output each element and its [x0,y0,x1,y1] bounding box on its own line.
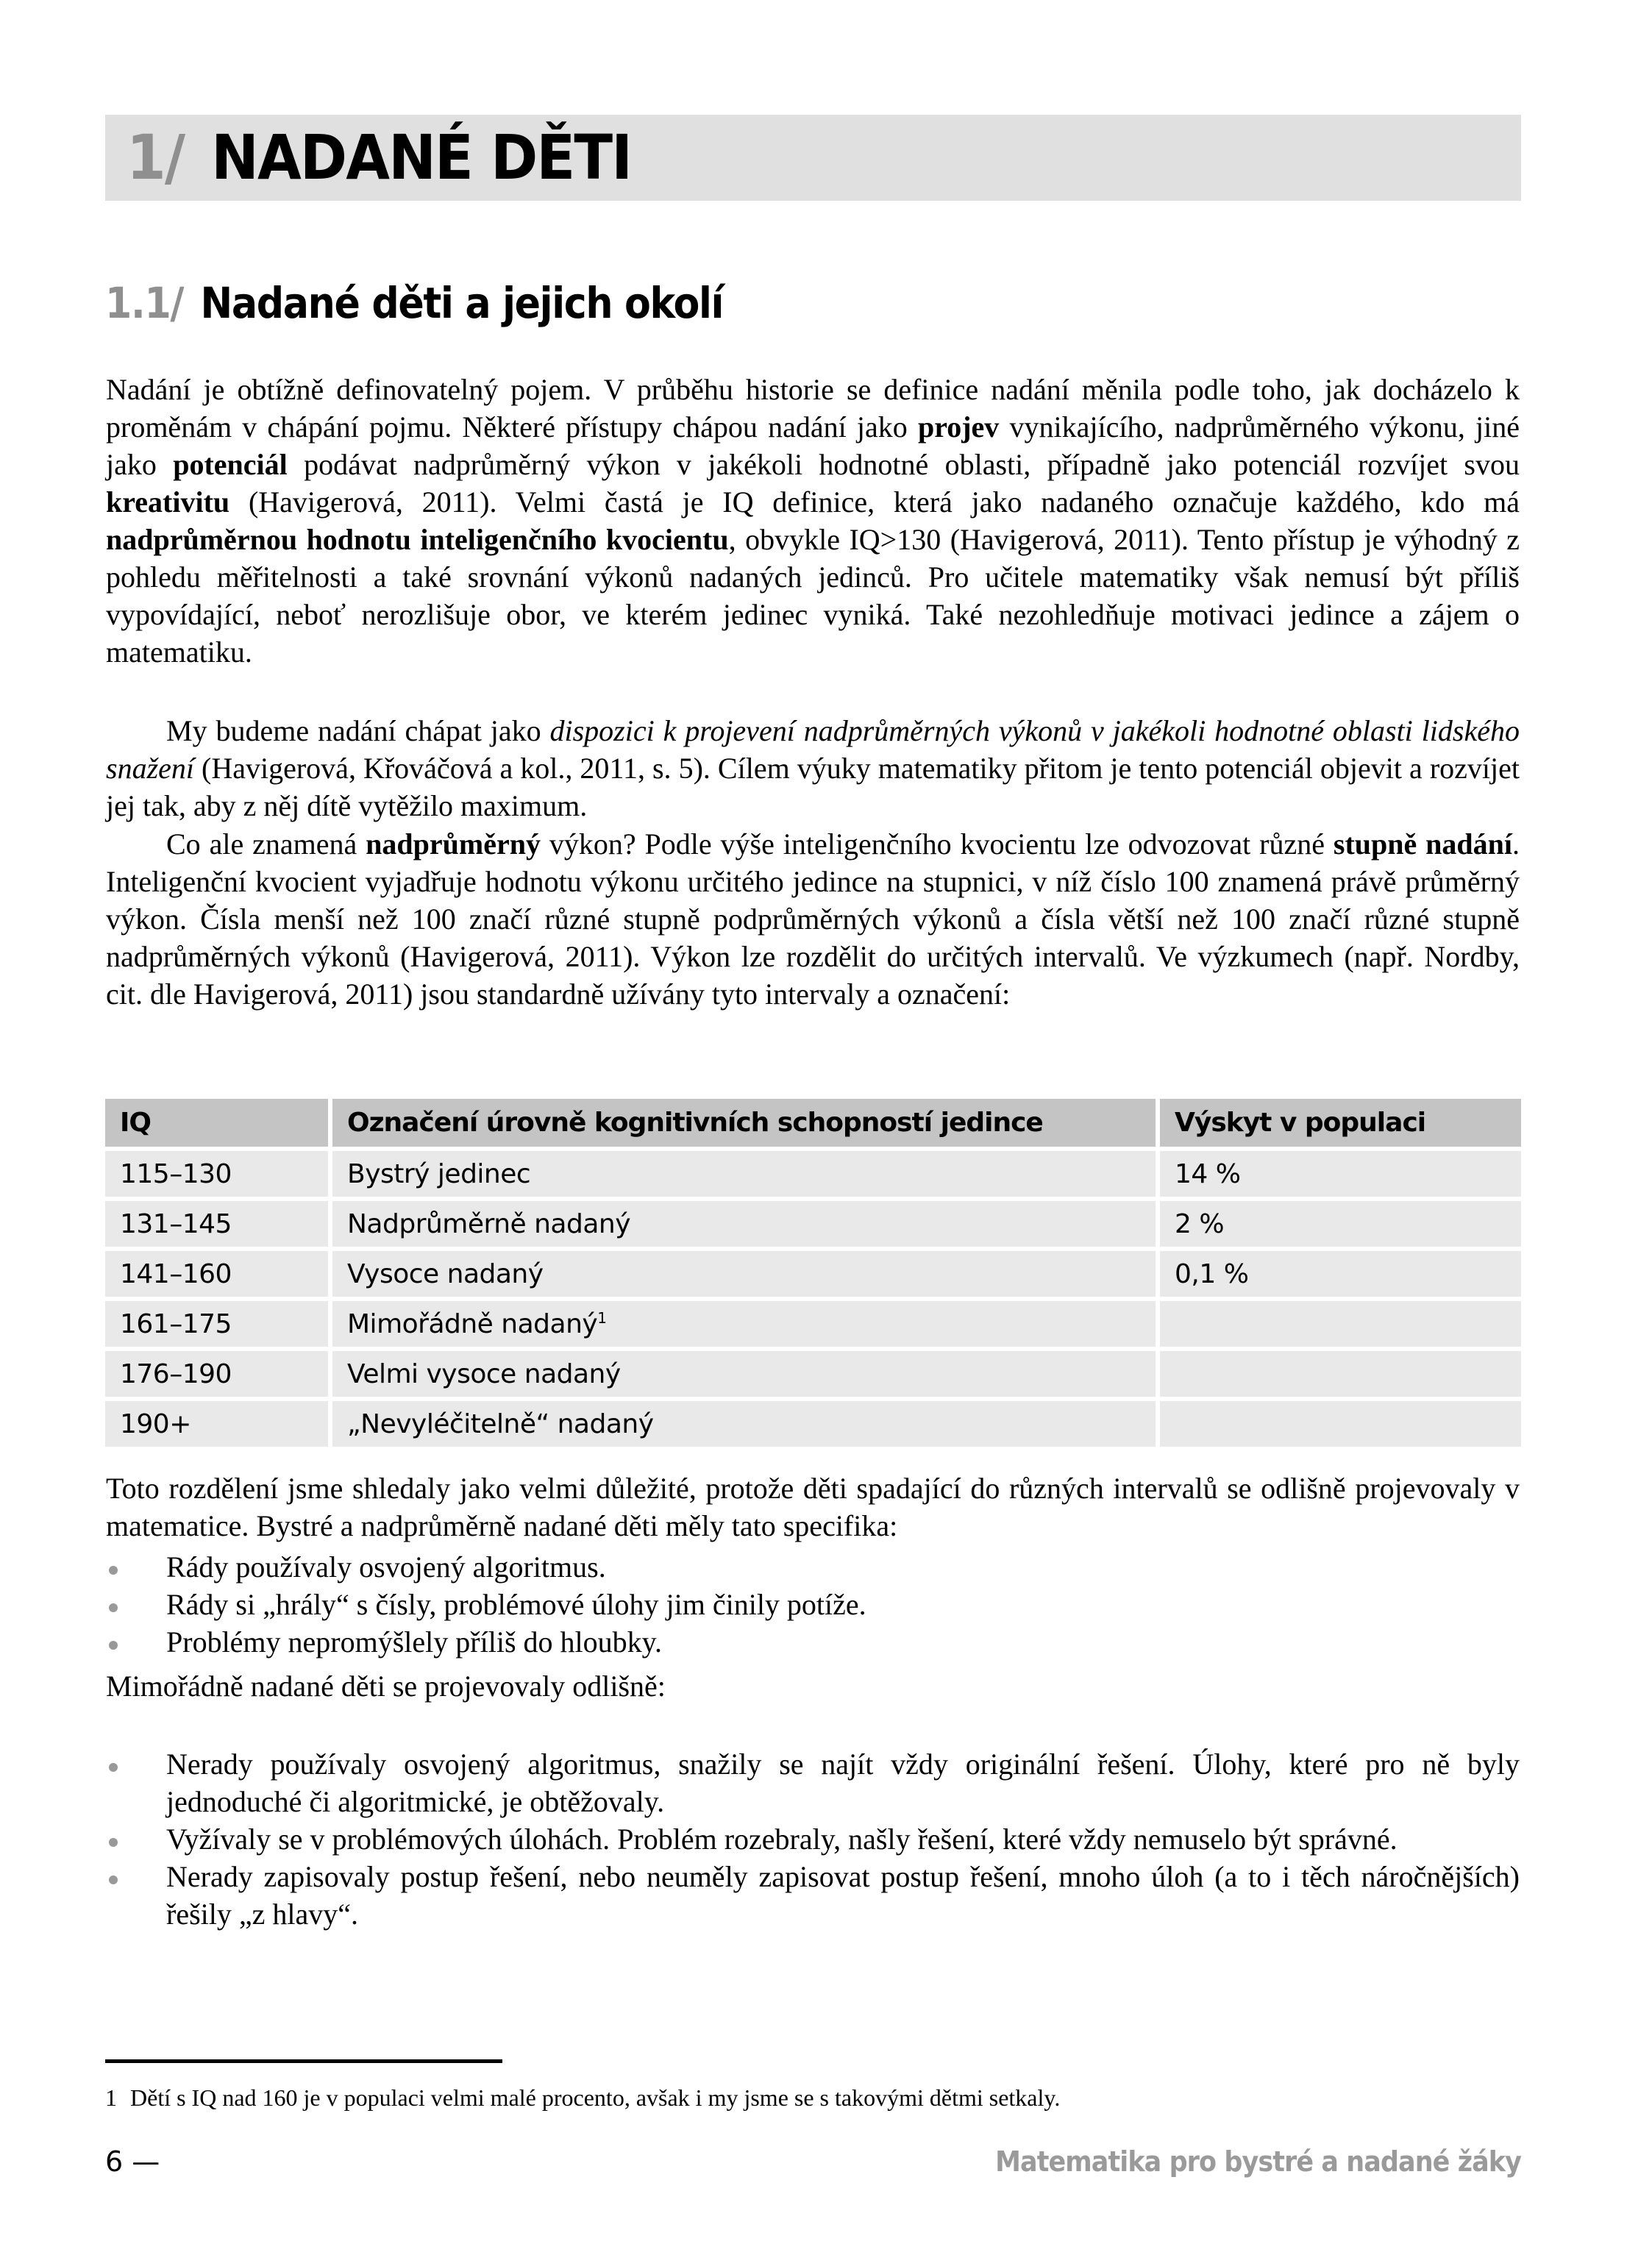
text-run: podávat nadprůměrný výkon v jakékoli hodnotné oblasti, případně jako potenciál rozvíjet svou [287,448,1520,481]
cell-label [332,1401,1160,1451]
chapter-title: NADANÉ DĚTI [211,121,632,193]
column-header-iq: IQ [105,1099,332,1151]
cell-label [332,1301,1160,1351]
text-run: vynikajícího, nadprůměrného výkonu, jiné jako [106,410,1520,481]
cell-occurrence: 0,1 % [1160,1251,1521,1301]
paragraph-iq-levels [106,825,1520,1013]
cell-label [332,1201,1160,1251]
list-item-text: Rády si „hrály“ s čísly, problémové úlohy jim činily potíže. [166,1588,866,1621]
list-item-text: Rády používaly osvojený algoritmus. [166,1550,606,1584]
paragraph-classification-importance [106,1470,1520,1545]
bold-term: projev [917,410,1000,443]
cell-iq: 131–145 [105,1201,332,1251]
cell-occurrence [1160,1351,1521,1401]
cell-label [332,1251,1160,1301]
text-run: , obvykle IQ>130 (Havigerová, 2011). Tento přístup je výhodný z pohledu měřitelnosti a také srovnání výkonů nadaných jedinců. Pro učitele matematiky však nemusí být příliš vypovídající, neboť nerozlišuje obor, ve kterém jedinec vyniká. Také nezohledňuje motivaci jedince a zájem o matematiku. [106,523,1520,669]
list-item [106,1586,1520,1623]
list-item [106,1548,1520,1586]
cell-iq: 115–130 [105,1151,332,1201]
bold-term: nadprůměrný [366,827,541,861]
paragraph-text: Mimořádně nadané děti se projevovaly odlišně: [106,1670,666,1703]
table-row [105,1201,1521,1251]
text-run: Nadání je obtížně definovatelný pojem. V průběhu historie se definice nadání měnila podle toho, jak docházelo k proměnám v chápání pojmu. Některé přístupy chápou nadání jako [106,373,1520,443]
bright-children-list [106,1548,1520,1661]
book-title-footer: Matematika pro bystré a nadané žáky [995,2145,1521,2178]
footnote-ref[interactable]: 1 [597,1308,607,1327]
table-row [105,1301,1521,1351]
list-item-text: Nerady používaly osvojený algoritmus, snažily se najít vždy originální řešení. Úlohy, které pro ně byly jednoduché či algoritmické, je obtěžovaly. [166,1748,1520,1818]
cell-label-text: Nadprůměrně nadaný [347,1208,631,1239]
bold-term: nadprůměrnou hodnotu inteligenčního kvocientu [106,523,729,556]
cell-occurrence: 2 % [1160,1201,1521,1251]
cell-occurrence: 14 % [1160,1151,1521,1201]
cell-label-text: Velmi vysoce nadaný [347,1358,621,1389]
bold-term: potenciál [173,448,288,481]
chapter-heading [127,116,631,199]
cell-label [332,1151,1160,1201]
cell-iq: 141–160 [105,1251,332,1301]
list-item [106,1745,1520,1820]
table-header-row [105,1099,1521,1151]
cell-label-text: „Nevyléčitelně“ nadaný [347,1408,654,1439]
list-item [106,1858,1520,1933]
iq-levels-table [105,1099,1521,1451]
table-row [105,1351,1521,1401]
column-header-label: Označení úrovně kognitivních schopností jedince [332,1099,1160,1151]
cell-label [332,1351,1160,1401]
paragraph-definition [106,371,1520,671]
paragraph-our-definition [106,712,1520,824]
cell-label-text: Vysoce nadaný [347,1258,544,1289]
cell-label-text: Bystrý jedinec [347,1158,531,1189]
cell-occurrence [1160,1401,1521,1451]
bullet-icon [109,1763,118,1772]
column-header-occurrence: Výskyt v populaci [1160,1099,1521,1151]
text-run: . Inteligenční kvocient vyjadřuje hodnotu výkonu určitého jedince na stupnici, v níž číslo 100 znamená právě průměrný výkon. Čísla menší než 100 značí různé stupně podprůměrných výkonů a čísla větší než 100 značí různé stupně nadprůměrných výkonů (Havigerová, 2011). Výkon lze rozdělit do určitých intervalů. Ve výzkumech (např. Nordby, cit. dle Havigerová, 2011) jsou standardně užívány tyto intervaly a označení: [106,827,1520,1011]
bullet-icon [109,1566,118,1575]
cell-occurrence [1160,1301,1521,1351]
bullet-icon [109,1603,118,1612]
chapter-number: 1/ [127,121,185,193]
bullet-icon [109,1875,118,1884]
section-number: 1.1/ [105,278,184,328]
list-item-text: Nerady zapisovaly postup řešení, nebo neuměly zapisovat postup řešení, mnoho úloh (a to i těch náročnějších) řešily „z hlavy“. [166,1860,1520,1931]
text-run: Co ale znamená [166,827,366,861]
text-run: My budeme nadání chápat jako [166,714,550,747]
list-item-text: Vyžívaly se v problémových úlohách. Problém rozebraly, našly řešení, které vždy nemuselo být správné. [166,1823,1398,1856]
footnote-text: Dětí s IQ nad 160 je v populaci velmi malé procento, avšak i my jsme se s takovými dětmi setkaly. [130,2084,1061,2111]
section-title: Nadané děti a jejich okolí [200,278,724,328]
list-item [106,1623,1520,1661]
cell-label-text: Mimořádně nadaný [347,1308,598,1339]
exceptional-children-list [106,1745,1520,1933]
list-item-text: Problémy nepromýšlely příliš do hloubky. [166,1625,663,1659]
table-row [105,1251,1521,1301]
text-run: výkon? Podle výše inteligenčního kvocientu lze odvozovat různé [540,827,1334,861]
cell-iq: 176–190 [105,1351,332,1401]
footnote-number: 1 [105,2084,117,2111]
bold-term: stupně nadání [1333,827,1513,861]
text-run: (Havigerová, Křováčová a kol., 2011, s. 5). Cílem výuky matematiky přitom je tento potenciál objevit a rozvíjet jej tak, aby z něj dítě vytěžilo maximum. [106,752,1520,822]
table-row [105,1401,1521,1451]
list-item [106,1820,1520,1858]
bold-term: kreativitu [106,485,230,519]
cell-iq: 190+ [105,1401,332,1451]
italic-definition: dispozici k projevení nadprůměrných výkonů v jakékoli hodnotné oblasti lidského snažení [106,714,1520,785]
cell-iq: 161–175 [105,1301,332,1351]
table-row [105,1151,1521,1201]
footnote [105,2083,1060,2112]
paragraph-text: Toto rozdělení jsme shledaly jako velmi důležité, protože děti spadající do různých intervalů se odlišně projevovaly v matematice. Bystré a nadprůměrně nadané děti měly tato specifika: [106,1472,1520,1542]
bullet-icon [109,1838,118,1847]
text-run: (Havigerová, 2011). Velmi častá je IQ definice, která jako nadaného označuje každého, kdo má [229,485,1520,519]
page-number: 6 — [105,2145,160,2178]
section-heading [105,274,723,332]
footnote-divider [105,2059,502,2063]
paragraph-exceptional-intro [106,1667,1520,1705]
bullet-icon [109,1641,118,1650]
